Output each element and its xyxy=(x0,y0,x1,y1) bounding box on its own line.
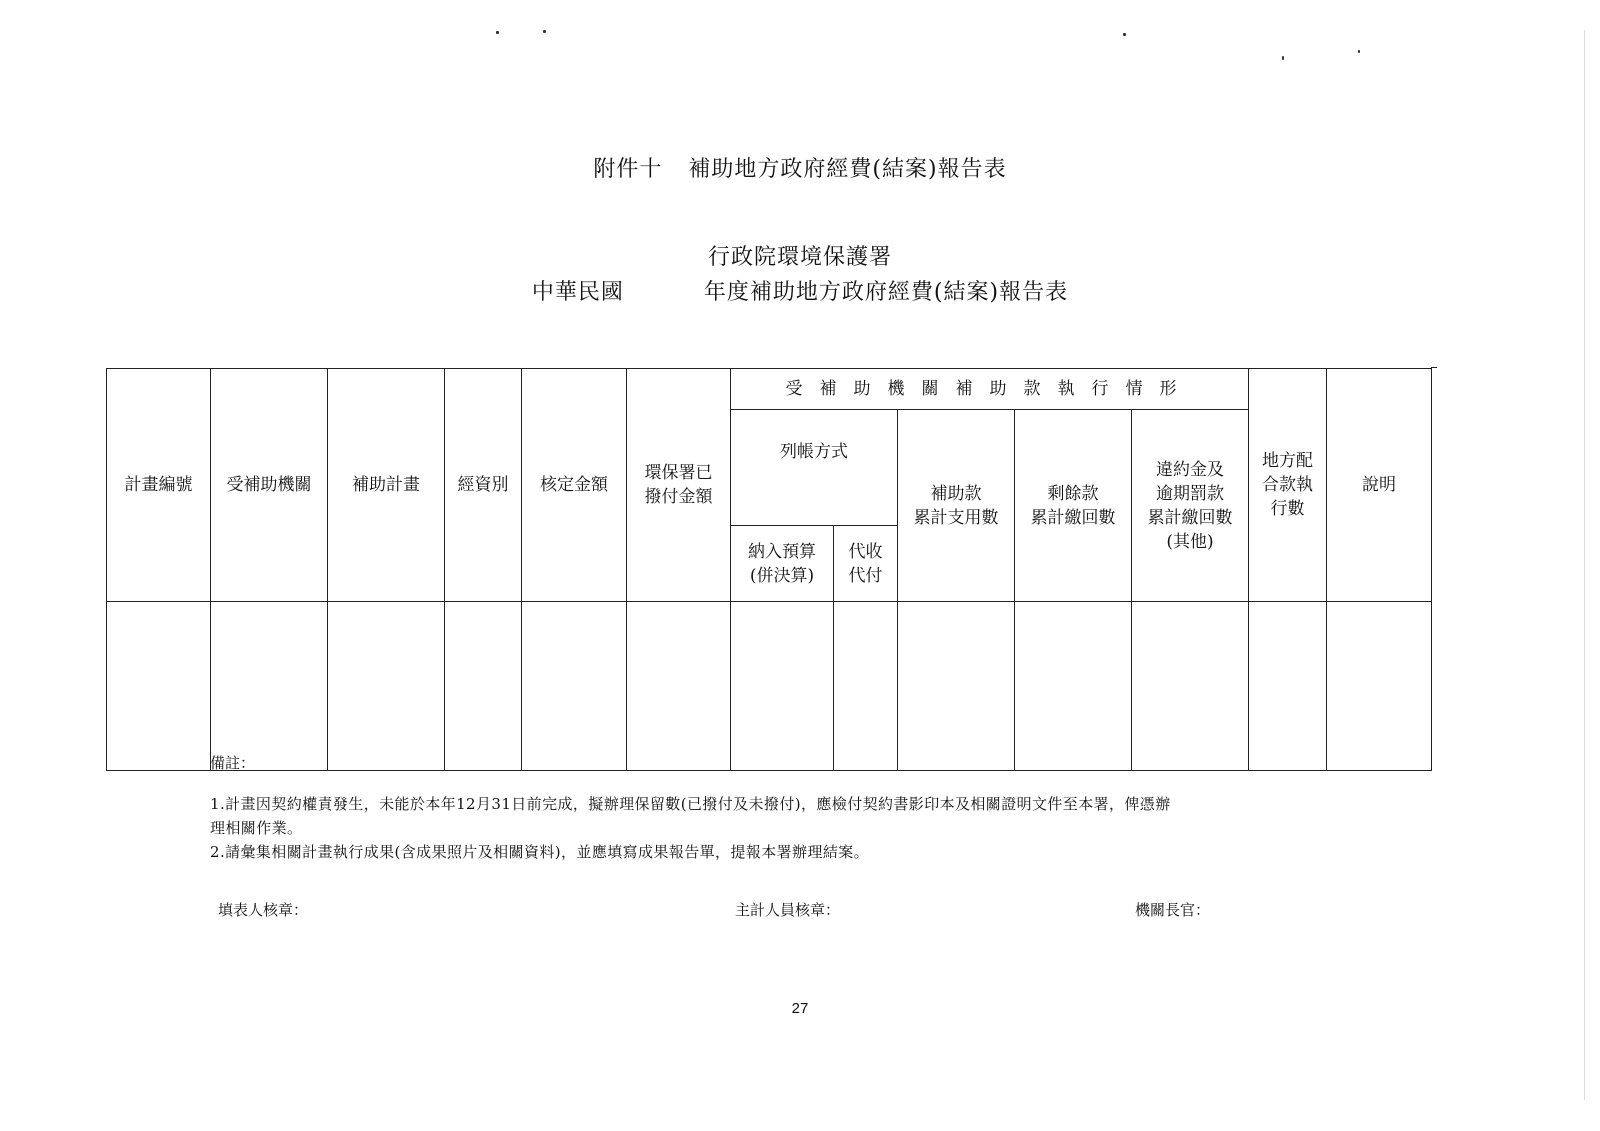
report-title-line xyxy=(0,275,1600,306)
cell-collect-pay[interactable] xyxy=(834,602,898,771)
cell-surplus-returned[interactable] xyxy=(1015,602,1132,771)
filler-signature-label: 填表人核章： xyxy=(218,901,309,919)
table-row xyxy=(107,602,1432,771)
header-plan-no: 計畫編號 xyxy=(107,369,211,602)
annex-label: 附件十 xyxy=(593,157,663,182)
notes-label: 備註： xyxy=(210,754,256,772)
note-item-1: 1.計畫因契約權責發生，未能於本年12月31日前完成，擬辦理保留數(已撥付及未撥付)，應檢付契約書影印本及相關證明文件至本署，俾憑辦 xyxy=(210,795,1171,813)
scan-edge-line xyxy=(1584,30,1585,1100)
scan-speck xyxy=(543,30,546,33)
page-number: 27 xyxy=(791,1000,809,1017)
note-item-2: 2.請彙集相關計畫執行成果(含成果照片及相關資料)，並應填寫成果報告單，提報本署辦理結案。 xyxy=(210,843,870,861)
cell-recipient[interactable] xyxy=(211,602,328,771)
header-fund-type: 經資別 xyxy=(445,369,522,602)
annex-form-title: 補助地方政府經費(結案)報告表 xyxy=(688,157,1007,182)
cell-local-matching[interactable] xyxy=(1249,602,1327,771)
scan-speck xyxy=(1358,50,1360,53)
header-accounting-method: 列帳方式 xyxy=(731,410,898,526)
header-subsidy-spent: 補助款 累計支用數 xyxy=(898,410,1015,602)
header-budget-included: 納入預算 (併決算) xyxy=(731,526,834,602)
accountant-signature-label: 主計人員核章： xyxy=(735,901,841,919)
header-recipient: 受補助機關 xyxy=(211,369,328,602)
header-collect-pay: 代收 代付 xyxy=(834,526,898,602)
scan-speck xyxy=(496,31,499,34)
header-penalty-returned: 違約金及 逾期罰款 累計繳回數 (其他) xyxy=(1132,410,1249,602)
cell-penalty-returned[interactable] xyxy=(1132,602,1249,771)
era-label: 中華民國 xyxy=(531,280,624,305)
scan-speck xyxy=(1123,33,1126,36)
header-approved-amount: 核定金額 xyxy=(522,369,627,602)
scan-speck xyxy=(1282,56,1284,60)
cell-fund-type[interactable] xyxy=(445,602,522,771)
cell-plan[interactable] xyxy=(328,602,445,771)
cell-remarks[interactable] xyxy=(1327,602,1432,771)
agency-name: 行政院環境保護署 xyxy=(707,245,892,270)
cell-budget-included[interactable] xyxy=(731,602,834,771)
note-item-1-continued: 理相關作業。 xyxy=(210,819,303,837)
annex-title xyxy=(0,152,1600,183)
cell-plan-no[interactable] xyxy=(107,602,211,771)
agency-head-signature-label: 機關長官： xyxy=(1135,901,1211,919)
cell-subsidy-spent[interactable] xyxy=(898,602,1015,771)
header-epa-paid-amount: 環保署已 撥付金額 xyxy=(627,369,731,602)
cell-approved-amount[interactable] xyxy=(522,602,627,771)
report-title: 年度補助地方政府經費(結案)報告表 xyxy=(703,280,1069,305)
header-local-matching: 地方配 合款執 行數 xyxy=(1249,369,1327,602)
header-plan: 補助計畫 xyxy=(328,369,445,602)
header-surplus-returned: 剩餘款 累計繳回數 xyxy=(1015,410,1132,602)
header-execution-group: 受補助機關補助款執行情形 xyxy=(731,369,1249,410)
cell-epa-paid-amount[interactable] xyxy=(627,602,731,771)
report-table xyxy=(106,368,1432,771)
header-remarks: 說明 xyxy=(1327,369,1432,602)
